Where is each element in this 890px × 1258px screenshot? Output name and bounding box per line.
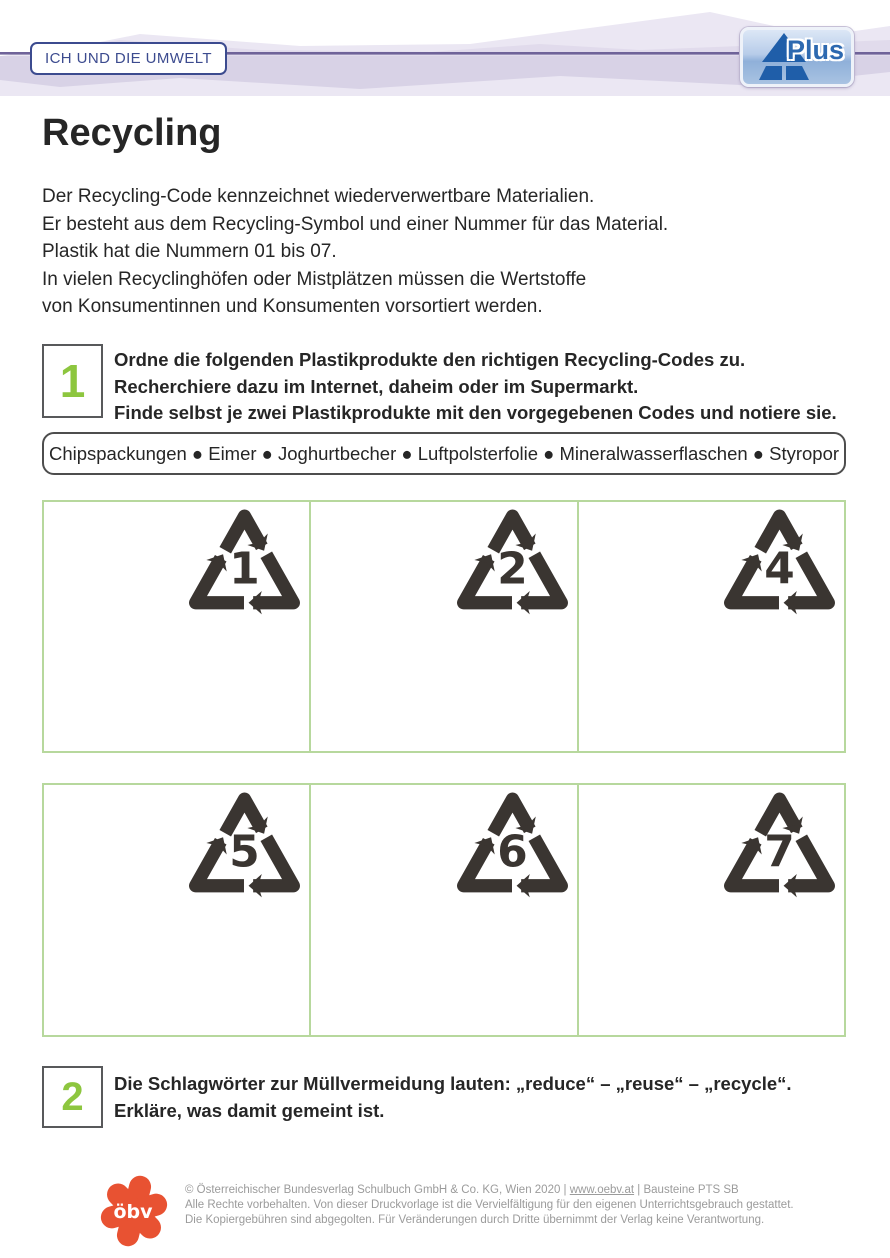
recycling-grid-row-1 [42, 500, 846, 753]
plus-logo [740, 27, 854, 87]
intro-line: In vielen Recyclinghöfen oder Mistplätzen müssen die Wertstoffe [42, 268, 587, 290]
grid-cell-code-7 [579, 785, 844, 1035]
page-title: Recycling [42, 112, 222, 154]
grid-cell-code-1 [44, 502, 311, 751]
task-1-line: Recherchiere dazu im Internet, daheim oder im Supermarkt. [114, 375, 639, 397]
task-1-instructions [114, 347, 837, 427]
recycling-symbol-7-icon [716, 790, 843, 902]
task-2-line: Die Schlagwörter zur Müllvermeidung lauten: „reduce“ – „reuse“ – „recycle“. [114, 1073, 792, 1094]
code-number: 4 [764, 543, 795, 595]
task-1-line: Finde selbst je zwei Plastikprodukte mit den vorgegebenen Codes und notiere sie. [114, 402, 837, 423]
recycling-symbol-5-icon [181, 790, 308, 902]
category-badge: ICH UND DIE UMWELT [30, 42, 227, 75]
code-number: 7 [764, 826, 795, 878]
code-number: 6 [496, 826, 528, 878]
code-number: 2 [496, 543, 528, 595]
code-number: 5 [229, 826, 261, 878]
oebv-logo-icon [96, 1170, 172, 1254]
task-1-number-box: 1 [42, 344, 103, 418]
grid-cell-code-2 [311, 502, 578, 751]
intro-line: von Konsumentinnen und Konsumenten vorsortiert werden. [42, 296, 543, 317]
copyright-line-3: Die Kopiergebühren sind abgegolten. Für Veränderungen durch Dritte übernimmt der Verlag keine Verantwortung. [185, 1214, 765, 1226]
recycling-symbol-2-icon [449, 507, 576, 619]
task-1-line: Ordne die folgenden Plastikprodukte den richtigen Recycling-Codes zu. [114, 349, 746, 370]
grid-cell-code-5 [44, 785, 311, 1035]
intro-line: Plastik hat die Nummern 01 bis 07. [42, 241, 337, 262]
oebv-link[interactable]: www.oebv.at [569, 1184, 635, 1196]
oebv-logo-label: öbv [113, 1201, 153, 1223]
copyright-line-2: Alle Rechte vorbehalten. Von dieser Druckvorlage ist die Vervielfältigung für den eigenen Unterrichtsgebrauch gestattet. [185, 1199, 794, 1211]
grid-cell-code-6 [311, 785, 578, 1035]
copyright-text [185, 1183, 794, 1228]
intro-text [42, 183, 668, 321]
grid-cell-code-4 [579, 502, 844, 751]
recycling-symbol-1-icon [181, 507, 308, 619]
intro-line: Der Recycling-Code kennzeichnet wiederverwertbare Materialien. [42, 186, 595, 207]
task-2-instructions [114, 1071, 792, 1124]
copyright-post: | Bausteine PTS SB [634, 1184, 739, 1196]
task-2-number-box: 2 [42, 1066, 103, 1128]
recycling-grid-row-2 [42, 783, 846, 1037]
intro-line: Er besteht aus dem Recycling-Symbol und einer Nummer für das Material. [42, 213, 669, 235]
recycling-symbol-6-icon [449, 790, 576, 902]
plus-logo-label: Plus [786, 35, 844, 65]
task-2-line: Erkläre, was damit gemeint ist. [114, 1099, 385, 1121]
code-number: 1 [229, 543, 261, 595]
copyright-line-1 [185, 1183, 794, 1198]
copyright-pre: © Österreichischer Bundesverlag Schulbuch GmbH & Co. KG, Wien 2020 | [185, 1184, 570, 1196]
word-bank: Chipspackungen ● Eimer ● Joghurtbecher ● Luftpolsterfolie ● Mineralwasserflaschen ● Styropor [42, 432, 846, 475]
recycling-symbol-4-icon [716, 507, 843, 619]
